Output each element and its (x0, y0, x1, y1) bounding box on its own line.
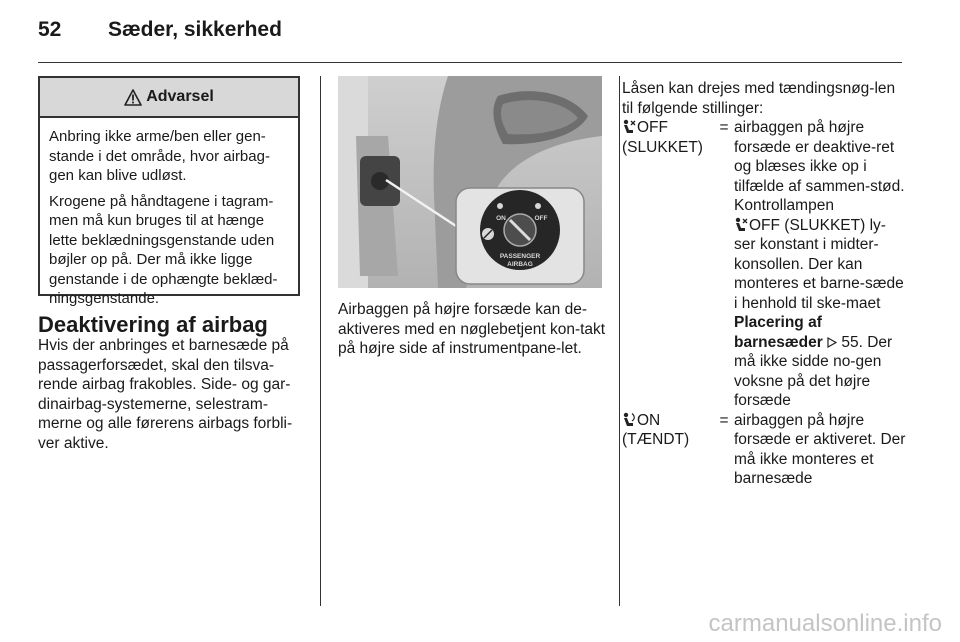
page-reference-arrow-icon (827, 337, 837, 348)
header-rule (38, 62, 902, 63)
warning-box (38, 76, 300, 307)
positions-table (622, 118, 906, 489)
position-off-text: OFF (SLUKKET) ly-ser konstant i midter-konsollen. Der kan monteres et barne-sæde i henhold til ske-maet (734, 216, 904, 312)
cross-reference-link[interactable]: Placering af barnesæder (734, 314, 823, 351)
warning-paragraph: Anbring ikke arme/ben eller gen-stande i det område, hvor airbag-gen kan blive udløst. (49, 128, 270, 184)
airbag-off-icon (734, 217, 748, 232)
position-off-text: Der må ikke sidde no-gen voksne på det højre forsæde (734, 333, 893, 409)
airbag-switch-photo (338, 76, 602, 288)
watermark: carmanualsonline.info (708, 610, 942, 637)
position-row-on (622, 411, 906, 489)
airbag-off-icon (622, 119, 636, 134)
switch-off-label: OFF (534, 215, 548, 222)
section-title: Deaktivering af airbag (38, 312, 268, 337)
position-off-description (734, 118, 906, 411)
figure-caption: Airbaggen på højre forsæde kan de-aktiveres med en nøglebetjent kon-takt på højre side af instrumentpane-let. (338, 301, 606, 357)
switch-passenger-label: PASSENGER (499, 253, 541, 260)
switch-on-label: ON (496, 215, 506, 222)
position-on-description: airbaggen på højre forsæde er aktiveret. Der må ikke monteres et barnesæde (734, 411, 906, 487)
page-title: Sæder, sikkerhed (108, 18, 282, 41)
warning-paragraph: Krogene på håndtagene i tagram-men må kun bruges til at hænge lette beklædningsgenstande uden bøjler op på. Der må ikke ligge genstande i de ophængte beklæd-ningsgenstande. (49, 192, 278, 307)
position-row-off (622, 118, 906, 411)
column-divider-1 (320, 76, 321, 606)
cross-reference-page: 55. (841, 333, 863, 351)
page-number: 52 (38, 18, 62, 41)
equals-sign: = (719, 411, 729, 429)
position-on-translation: (TÆNDT) (622, 431, 690, 448)
switch-airbag-label: AIRBAG (507, 261, 533, 268)
section-body: Hvis der anbringes et barnesæde på passagerforsædet, skal den tilsva-rende airbag frakobles. Side- og gar-dinairbag-systemerne, selestram-merne og alle førerens airbags forbli-ver aktive. (38, 337, 293, 452)
warning-header (40, 78, 298, 118)
warning-title: Advarsel (146, 88, 214, 105)
airbag-on-icon (622, 412, 636, 427)
page-header (38, 18, 282, 42)
position-off-translation: (SLUKKET) (622, 138, 703, 156)
column-divider-2 (619, 76, 620, 606)
equals-sign: = (719, 119, 729, 136)
position-off-text: airbaggen på højre forsæde er deaktive-ret og blæses ikke op i tilfælde af sammen-stød. Kontrollampen (734, 119, 905, 214)
positions-intro: Låsen kan drejes med tændingsnøg-len til følgende stillinger: (622, 80, 896, 117)
position-on-label: ON (637, 411, 661, 429)
warning-triangle-icon (124, 89, 142, 106)
position-off-label: OFF (637, 119, 668, 136)
